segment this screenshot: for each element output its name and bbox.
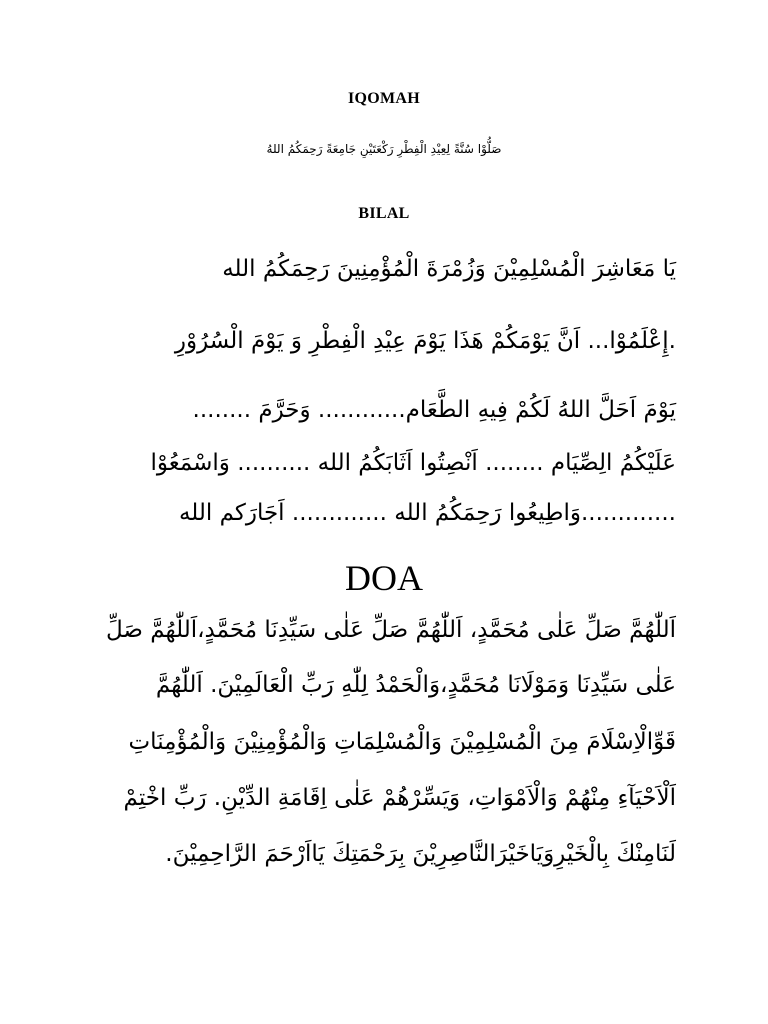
doa-heading: DOA: [345, 558, 423, 598]
bilal-line-3: يَوْمَ اَحَلَّ اللهُ لَكُمْ فِيهِ الطَّعَام............ وَحَرَّمَ ........: [192, 397, 676, 423]
doa-line-1: اَللّٰهُمَّ صَلِّ عَلٰى مُحَمَّدٍ، اَللّٰهُمَّ صَلِّ عَلٰى سَيِّدِنَا مُحَمَّدٍ،اَللّٰهُمَّ صَلِّ: [105, 617, 676, 643]
iqomah-heading: IQOMAH: [347, 90, 421, 107]
bilal-line-4: عَلَيْكُمُ الِصِّيَام ........ اَنْصِتُوا اَثَابَكُمُ الله .......... وَاسْمَعُوْا: [150, 450, 676, 476]
bilal-heading: BILAL: [358, 205, 410, 222]
bilal-line-5: .............وَاطِيعُوا رَحِمَكُمُ الله ............. اَجَارَكم الله: [178, 500, 676, 526]
iqomah-line: صَلُّوْا سُنَّةً لِعِيْدِ الْفِطْرِ رَكْعَتَيْنِ جَامِعَةً رَحِمَكُمُ اللهُ: [266, 142, 502, 156]
bilal-line-2: .إِعْلَمُوْا... اَنَّ يَوْمَكُمْ هَذَا يَوْمَ عِيْدِ الْفِطْرِ وَ يَوْمَ الْسُرُوْرِ: [174, 328, 676, 354]
doa-line-2: عَلٰى سَيِّدِنَا وَمَوْلَانَا مُحَمَّدٍ،وَالْحَمْدُ لِلّٰهِ رَبِّ الْعَالَمِيْنَ. اَللّٰهُمَّ: [155, 672, 676, 698]
doa-line-3: قَوِّالْاِسْلَامَ مِنَ الْمُسْلِمِيْنَ وَالْمُسْلِمَاتِ وَالْمُؤْمِنِيْنَ وَالْمُؤْمِنَاتِ: [128, 729, 676, 755]
bilal-line-1: يَا مَعَاشِرَ الْمُسْلِمِيْنَ وَزُمْرَةَ الْمُؤْمِنِينَ رَحِمَكُمُ الله: [222, 256, 676, 282]
doa-line-5: لَنَامِنْكَ بِالْخَيْرِوَيَاخَيْرَالنَّاصِرِيْنَ بِرَحْمَتِكَ يَااَرْحَمَ الرَّاحِمِيْنَ.: [165, 841, 676, 867]
doa-line-4: اَلْاَحْيَآءِ مِنْهُمْ وَالْاَمْوَاتِ، وَيَسِّرْهُمْ عَلٰى اِقَامَةِ الدِّيْنِ. رَبِّ اخْتِمْ: [123, 785, 676, 811]
